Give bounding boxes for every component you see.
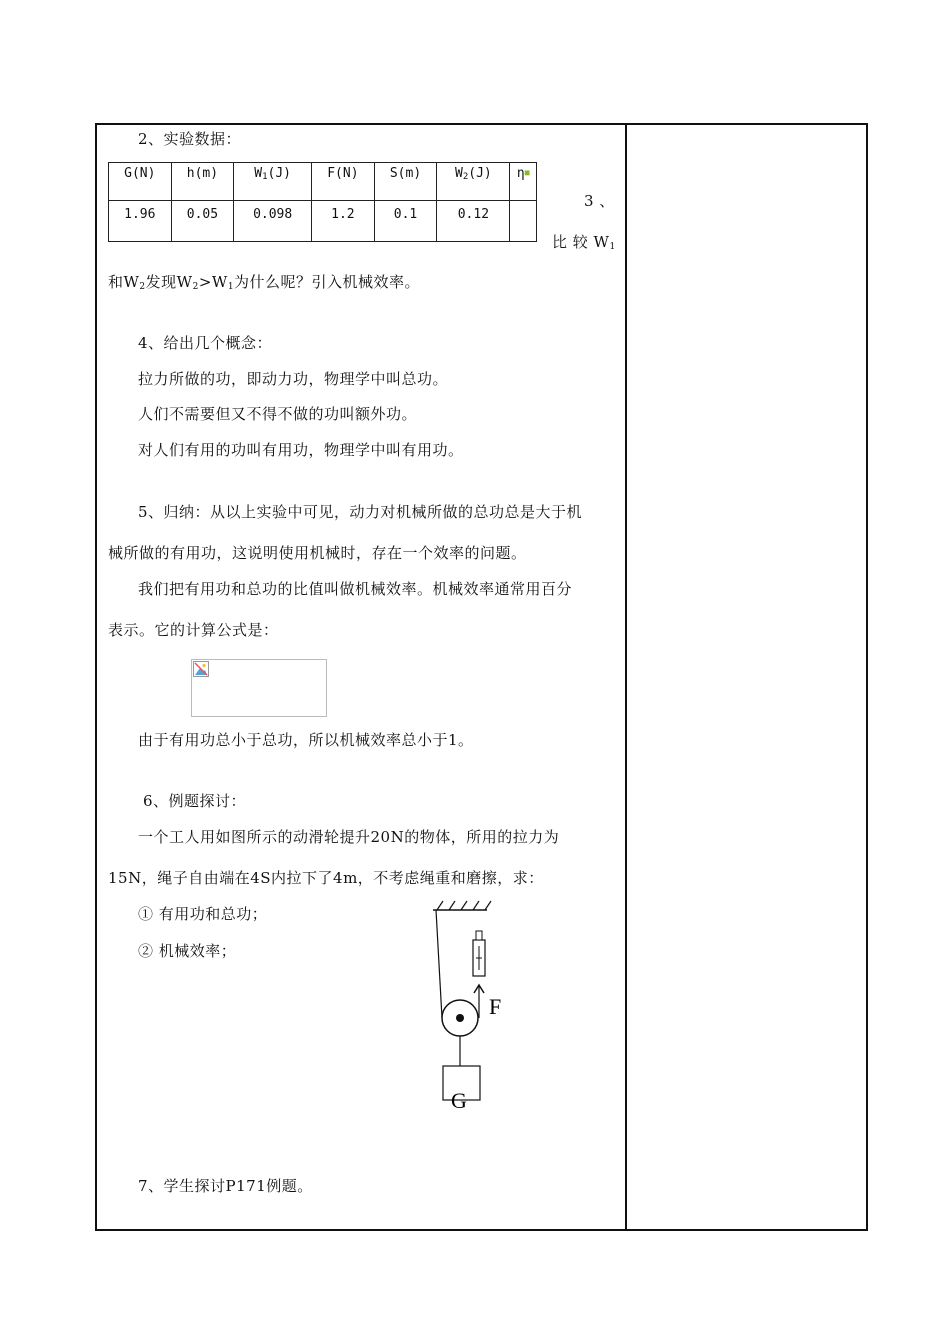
header-g: G(N) (109, 163, 172, 201)
ceiling-hatch (473, 901, 479, 910)
table-header-row (109, 163, 537, 201)
cell-w1: 0.098 (234, 201, 312, 242)
formula-image-placeholder (191, 659, 327, 717)
experiment-data-table (108, 162, 537, 242)
header-w2: $W_2(J)$ (437, 163, 510, 201)
rope-fixed (436, 910, 442, 1018)
pulley-diagram (425, 898, 525, 1108)
header-eta: η■ (510, 163, 537, 201)
summary-line-2: 械所做的有用功，这说明使用机械时，存在一个效率的问题。 (108, 544, 527, 562)
header-s: S(m) (374, 163, 437, 201)
cell-eta (510, 201, 537, 242)
broken-image-icon (193, 661, 209, 677)
cell-w2: 0.12 (437, 201, 510, 242)
header-h: h(m) (171, 163, 234, 201)
concept-extra-work: 人们不需要但又不得不做的功叫额外功。 (138, 405, 418, 423)
ceiling-hatch (485, 901, 491, 910)
section-4-title: 4、给出几个概念： (138, 334, 273, 352)
summary-line-3: 我们把有用功和总功的比值叫做机械效率。机械效率通常用百分 (138, 580, 573, 598)
force-label: F (489, 994, 502, 1019)
weight-label: G (451, 1088, 467, 1108)
spring-scale-ring (476, 931, 482, 940)
concept-useful-work: 对人们有用的功叫有用功，物理学中叫有用功。 (138, 441, 464, 459)
pulley-axle (456, 1014, 464, 1022)
ceiling-hatch (449, 901, 455, 910)
question-1: ① 有用功和总功； (138, 905, 268, 923)
example-line-2: 15N，绳子自由端在4S内拉下了4m，不考虑绳重和磨擦，求： (108, 869, 544, 887)
question-2: ② 机械效率； (138, 942, 237, 960)
cell-g: 1.96 (109, 201, 172, 242)
column-divider (625, 123, 627, 1231)
table-row (109, 201, 537, 242)
section-3-question: 和$W_2$发现$W_2>W_1$为什么呢？引入机械效率。 (108, 273, 421, 292)
cell-s: 0.1 (374, 201, 437, 242)
summary-line-1: 5、归纳：从以上实验中可见，动力对机械所做的总功总是大于机 (138, 503, 583, 521)
section-3-number: 3 、 (584, 192, 615, 210)
conclusion-line: 由于有用功总小于总功，所以机械效率总小于1。 (138, 731, 474, 749)
cell-f: 1.2 (312, 201, 375, 242)
section-6-title: 6、例题探讨： (143, 792, 247, 810)
section-2-title: 2、实验数据： (138, 130, 242, 148)
concept-total-work: 拉力所做的功，即动力功，物理学中叫总功。 (138, 370, 449, 388)
cell-h: 0.05 (171, 201, 234, 242)
ceiling-hatch (437, 901, 443, 910)
example-line-1: 一个工人用如图所示的动滑轮提升20N的物体，所用的拉力为 (138, 828, 560, 846)
summary-line-4: 表示。它的计算公式是： (108, 621, 279, 639)
ceiling-hatch (461, 901, 467, 910)
section-3-compare: 比 较 $W_1$ (552, 233, 616, 252)
header-f: F(N) (312, 163, 375, 201)
section-7-line: 7、学生探讨P171例题。 (138, 1177, 313, 1195)
header-w1: $W_1(J)$ (234, 163, 312, 201)
